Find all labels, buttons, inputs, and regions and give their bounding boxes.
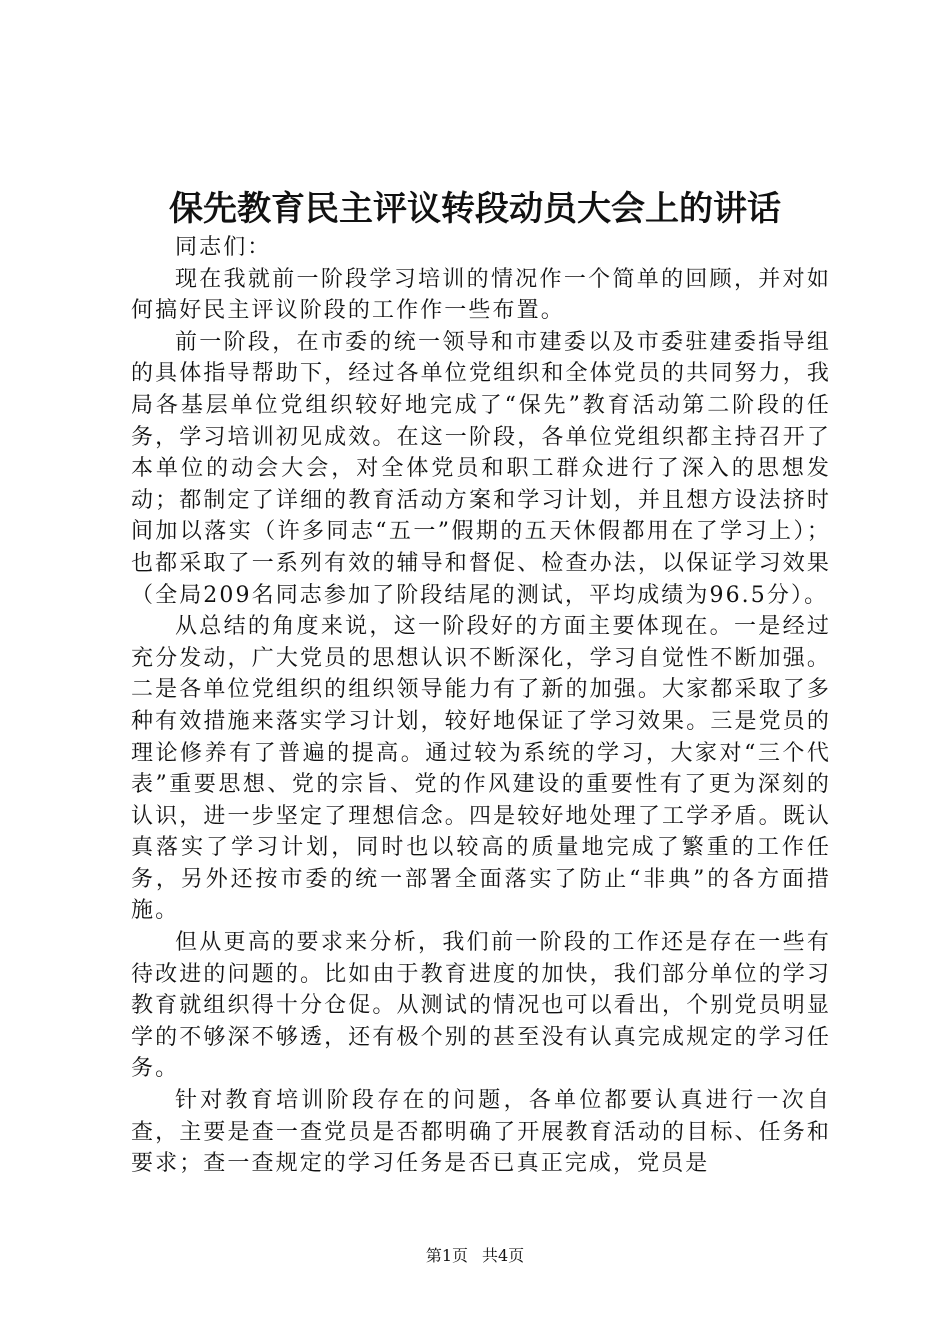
document-title: 保先教育民主评议转段动员大会上的讲话	[169, 189, 781, 229]
page-footer	[0, 1244, 950, 1268]
paragraph-intro: 现在我就前一阶段学习培训的情况作一个简单的回顾，并对如何搞好民主评议阶段的工作作一些布置。	[131, 266, 831, 324]
document-body	[131, 232, 831, 1180]
paragraph-problems: 但从更高的要求来分析，我们前一阶段的工作还是存在一些有待改进的问题的。比如由于教育进度的加快，我们部分单位的学习教育就组织得十分仓促。从测试的情况也可以看出，个别党员明显学的不够深不够透，还有极个别的甚至没有认真完成规定的学习任务。	[131, 930, 831, 1082]
salutation: 同志们：	[175, 235, 272, 260]
page-number: 第1页	[425, 1246, 468, 1265]
paragraph-self-check: 针对教育培训阶段存在的问题，各单位都要认真进行一次自查，主要是查一查党员是否都明确了开展教育活动的目标、任务和要求；查一查规定的学习任务是否已真正完成，党员是	[131, 1088, 831, 1177]
paragraph-review: 前一阶段，在市委的统一领导和市建委以及市委驻建委指导组的具体指导帮助下，经过各单位党组织和全体党员的共同努力，我局各基层单位党组织较好地完成了“保先”教育活动第二阶段的任务，学习培训初见成效。在这一阶段，各单位党组织都主持召开了本单位的动会大会，对全体党员和职工群众进行了深入的思想发动；都制定了详细的教育活动方案和学习计划，并且想方设法挤时间加以落实（许多同志“五一”假期的五天休假都用在了学习上）；也都采取了一系列有效的辅导和督促、检查办法，以保证学习效果（全局209名同志参加了阶段结尾的测试，平均成绩为96.5分）。	[131, 329, 831, 608]
paragraph-summary: 从总结的角度来说，这一阶段好的方面主要体现在。一是经过充分发动，广大党员的思想认识不断深化，学习自觉性不断加强。二是各单位党组织的组织领导能力有了新的加强。大家都采取了多种有效措施来落实学习计划，较好地保证了学习效果。三是党员的理论修养有了普遍的提高。通过较为系统的学习，大家对“三个代表”重要思想、党的宗旨、党的作风建设的重要性有了更为深刻的认识，进一步坚定了理想信念。四是较好地处理了工学矛盾。既认真落实了学习计划，同时也以较高的质量地完成了繁重的工作任务，另外还按市委的统一部署全面落实了防止“非典”的各方面措施。	[131, 614, 831, 924]
page-total: 共4页	[482, 1246, 525, 1265]
